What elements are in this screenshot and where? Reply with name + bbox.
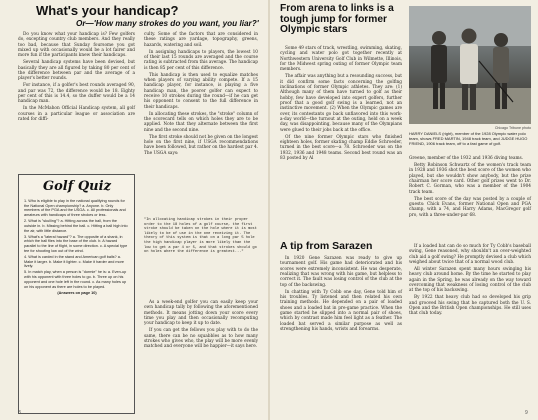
paragraph: In chatting with Ty Cobb one day, Gene told him of his troubles. Ty listened and then related his own training methods. He depended on a pair of loaded shoes and a loaded bat in pre-game practice. When the game started he slipped into a normal pair of shoes, which by contrast made him feel light as a feather. The loaded bat served a similar purpose as well as strengthening his hands, wrists and forearms. xyxy=(280,289,402,333)
paragraph: This handicap is then used to equalize matches when players of varying ability compete. If a 15 handicap player, for instance, is playing a five handicap man, the poorer golfer can expect to receive 10 strokes during the round—if he can get his opponent to consent to the full difference in their handicaps. xyxy=(144,72,258,110)
photo-caption: HARRY DANIELS (right), member of the 1928 Olympic water polo team, shows FRED MARTIN, 1948 track team, and JUDGE HUGO FRIEND, 1906 track team, off to a fast game of golf. xyxy=(409,131,528,146)
left-headline: What's your handicap? xyxy=(36,3,179,18)
photo-credit: Chicago Tribune photo xyxy=(494,126,531,130)
quiz-question: 5. In match play, when a person is "dormie" he is: a. Even-up with his opponent with three holes to go. b. Three up on his opponent and one hole left in the round. c. As many holes up on his opponent as there are holes to be played. xyxy=(24,270,127,289)
paragraph: Do you know what your handicap is? Few golfers do, excepting country club members. And they really too bad, because that Sunday foursome you got mixed up with occasionally would be a lot fairer and more fun if the participants knew their handicaps. xyxy=(18,32,135,59)
paragraph: All winter Sarazen spent many hours swinging his heavy club around home. By the time he started to play again in the Spring, he was already on the way toward overcoming that weakness of losing control of the club at the top of his backswing. xyxy=(409,266,531,294)
paragraph: The first stroke should not be given on the longest hole on the first nine, if USGA recommendations have been followed, but rather on the hardest par 4. The USGA says: xyxy=(144,134,258,156)
olympians-photo xyxy=(409,6,531,124)
paragraph: If a loaded bat can do so much for Ty Cobb's baseball swing, Gene reasoned, why shouldn't an over-weighted club aid a golf swing? He promptly devised a club which weighed about twice that of a normal wood club. xyxy=(409,244,531,266)
right-page xyxy=(270,0,538,420)
quiz-question: 1. Who is eligible to play in the national qualifying rounds for the National Open championship? a. Anyone. b. Only members of the PGA and the USGA. c. All professionals and amateurs with handicaps of three strokes or less. xyxy=(24,199,126,218)
left-column-1 xyxy=(18,32,135,124)
quiz-question: 4. What is carded in the stand and American golf balls? a. Make it larger. b. Make it lighter. c. Make it harder and more lively. xyxy=(24,254,125,269)
paragraph: Betty Robinson Schwartz of the women's track team in 1928 and 1936 shot the best score of the women who played, but she wouldn't show anybody, but the prize chairman her score card. Other golf prizes went to Dr. Robert C. Gorman, who was a member of the 1904 track team. xyxy=(409,162,531,195)
page-number: 8 xyxy=(18,410,21,416)
paragraph: Some 49 stars of track, wrestling, swimming, skating, cycling and water polo got together recently at Northwestern University Golf Club in Wilmette, Illinois, for the Midwest spring outing of former Olympic team members. xyxy=(280,46,402,73)
sarazen-headline: A tip from Sarazen xyxy=(280,240,373,252)
quiz-questions xyxy=(24,199,130,296)
paragraph: For instance, if a golfer's best rounds averaged 90, and par was 72, the difference would be 18. Eighty per cent of this is 14.4, so the duffer would be a 14 handicap man. xyxy=(18,83,135,105)
paragraph: Of the nine former Olympic stars who finished eighteen holes, former skating champ Eddie Schroeder, turned in the best score—a 78. Schroeder was on the 1932, 1936 and 1948 teams. Second best round was an 83 posted by Al xyxy=(280,134,402,162)
usga-quote: "In allocating handicap strokes in their proper order to the 18 holes of a golf course, the first stroke should be taken on the hole where it is most likely to be of use in the one receiving it. The theory of this system is that on a long par 5 hole the high handicap player is more likely than the low to get a par 4 or 5, and that strokes should go on holes where the difference is greatest..." xyxy=(144,218,257,255)
paragraph: Several handicap systems have been devised, but basically they are all figured by taking 80 per cent of the difference between par and the average of a player's better rounds. xyxy=(18,60,135,82)
paragraph: In assigning handicaps to players, the lowest 10 of their last 15 rounds are averaged and the course rating is subtracted from this average. The handicap is then 85 per cent of this difference. xyxy=(144,49,258,71)
quiz-title: Golf Quiz xyxy=(43,179,111,194)
paragraph: In the McMahon Official Handicap system, all golf courses in a particular league or association are rated for diffi- xyxy=(18,106,135,122)
golf-quiz-box xyxy=(18,174,135,414)
quiz-question: 2. What is "skulling"? a. Hitting across the ball, from the outside in. b. Missing behind the ball. c. Hitting a ball high into the air, with little distance. xyxy=(24,219,128,233)
sarazen-column-2 xyxy=(409,244,531,318)
paragraph: In allocating these strokes, the "stroke" column of the scorecard tells on which holes they are to be applied. Note that they alternate between the first nine and the second nine. xyxy=(144,111,258,133)
paragraph: As a week-end golfer you can easily keep your own handicap tally by following the aforementioned methods. It means jotting down your score every time you play and then occasionally recomputing your handicap to keep it up to date. xyxy=(144,300,258,327)
paragraph: By 1922 that heavy club had so developed his grip and grooved his swing that he captured both the U. S. Open and the British Open championships. He still uses that club today. xyxy=(409,295,531,317)
left-column-2-tail xyxy=(144,300,258,351)
right-headline: From arena to links is a tough jump for former Olympic stars xyxy=(280,3,394,36)
paragraph: culty. Some of the factors that are considered in these ratings are yardage, topography, greens, hazards, watering and soil. xyxy=(144,32,258,48)
page-number: 9 xyxy=(525,410,528,416)
right-column-2 xyxy=(409,156,531,220)
left-subhead: Or—'How many strokes do you want, you liar?' xyxy=(76,19,259,28)
quiz-question: 3. What's a "lateral hazard"? a. The opposite of a shank, in which the ball flies into the base of the club. b. A hazard parallel to the line of flight, in some direction. c. A special type tee for shooting low out of the wind. xyxy=(24,234,128,253)
paragraph: The best score of the day was posted by a couple of guests: Chick Evans, former National Open and PGA champ, with a 74, and Harry Adams, MacGregor golf pro, with a three-under-par 68. xyxy=(409,196,531,218)
left-page xyxy=(0,0,268,420)
paragraph: If you can get the fellows you play with to do the same, there can be no squabbles as to how many strokes who gives who, the play will be more evenly matched and everyone will be happier—it says here. xyxy=(144,328,258,350)
paragraph: Greene, member of the 1932 and 1936 diving teams. xyxy=(409,156,524,161)
right-column-1 xyxy=(280,46,402,163)
quiz-answers-note: (Answers on page 10) xyxy=(57,291,97,296)
left-column-2 xyxy=(144,32,258,158)
sarazen-column-1 xyxy=(280,256,402,334)
paragraph: In 1920 Gene Sarazen was ready to give up tournament golf. His game had deteriorated and his scores were extremely inconsistent. He was desperate, realizing that was wrong with his game, but helpless to correct it. The fault was losing control of the club at the top of the backswing. xyxy=(280,256,402,288)
photo-illustration xyxy=(409,6,531,124)
paragraph: The affair was anything but a resounding success, but it did confirm some facts concerning the golfing inclinations of former Olympic athletes. They are: (1) Although many of them have turned to golf as their hobby, few have developed into expert golfers, further proof that a good golf swing is a learned, not an instinctive movement. (2) When the Olympic games are over, its contestants go back unflavored into this work-a-day world—the turnout at the outing, held on a week day, was disappointing, because many of the Olympians were glued to their jobs back at the office. xyxy=(280,74,402,133)
